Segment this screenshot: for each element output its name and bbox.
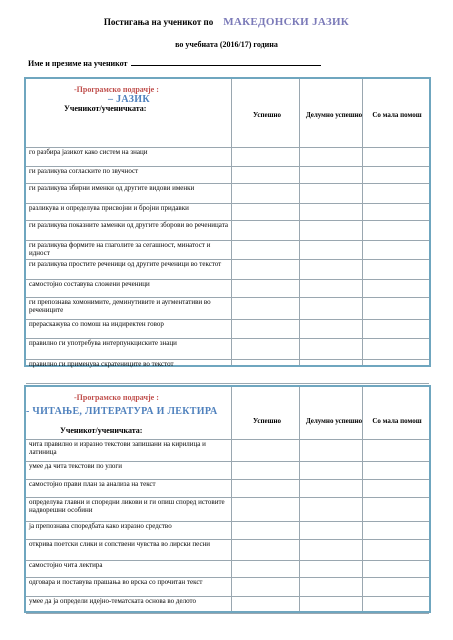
criterion-text: самостојно прави план за анализа на текст (29, 480, 156, 488)
column-success: Успешно (252, 417, 282, 425)
column-help: Со мала помош (372, 111, 422, 119)
cell-partial[interactable] (300, 204, 361, 219)
cell-success[interactable] (232, 480, 298, 496)
cell-partial[interactable] (300, 260, 361, 278)
cell-help[interactable] (363, 578, 429, 595)
criterion-text: ги разликува простите реченици од другите реченици во текстот (29, 260, 222, 268)
criterion-text: ги разликува согласките по звучност (29, 167, 139, 175)
row-divider (26, 383, 429, 384)
cell-help[interactable] (363, 597, 429, 612)
cell-success[interactable] (232, 320, 298, 337)
cell-help[interactable] (363, 260, 429, 278)
criterion-text: самостојно составува сложени реченици (29, 280, 150, 288)
cell-success[interactable] (232, 148, 298, 165)
cell-help[interactable] (363, 320, 429, 337)
cell-help[interactable] (363, 167, 429, 182)
cell-help[interactable] (363, 462, 429, 478)
cell-help[interactable] (363, 280, 429, 296)
cell-success[interactable] (232, 360, 298, 382)
cell-partial[interactable] (300, 540, 361, 559)
document-title (0, 16, 453, 28)
criterion-text: ги разликува показните заменки од другите зборови во реченицата (29, 221, 228, 229)
criterion-text: ги препознава хомонимите, деминутивите и аугментативи во реченицитe (29, 298, 211, 314)
cell-help[interactable] (363, 540, 429, 559)
cell-help[interactable] (363, 221, 429, 239)
school-year: во учебната (2016/17) година (175, 40, 278, 49)
cell-partial[interactable] (300, 597, 361, 612)
cell-partial[interactable] (300, 280, 361, 296)
area-name: - ЧИТАЊЕ, ЛИТЕРАТУРА И ЛЕКТИРА (26, 406, 218, 417)
criterion-text: ги разликува збирни именки од другите видови именки (29, 184, 195, 192)
cell-partial[interactable] (300, 480, 361, 496)
area-label: -Програмско подрачје : (74, 85, 159, 94)
cell-partial[interactable] (300, 578, 361, 595)
cell-partial[interactable] (300, 184, 361, 202)
criterion-text: определува главни и споредни ликови и ги опиш според истовите надворешни особини (29, 498, 225, 514)
cell-help[interactable] (363, 522, 429, 538)
cell-partial[interactable] (300, 298, 361, 318)
cell-help[interactable] (363, 480, 429, 496)
cell-success[interactable] (232, 339, 298, 358)
subject-name: МАКЕДОНСКИ ЈАЗИК (223, 16, 350, 28)
criterion-text: правилно ги применува скратениците во текстот (29, 360, 174, 368)
section-language-table (24, 77, 431, 367)
criterion-text: го разбира јазикот како систем на знаци (29, 148, 148, 156)
cell-success[interactable] (232, 462, 298, 478)
cell-success[interactable] (232, 578, 298, 595)
column-success: Успешно (252, 111, 282, 119)
students-label: Ученикот/ученичката: (64, 104, 147, 113)
cell-partial[interactable] (300, 221, 361, 239)
cell-success[interactable] (232, 280, 298, 296)
criterion-text: открива поетски слики и сопствени чувства во лирски песни (29, 540, 211, 548)
column-partial: Делумно успешно (305, 417, 363, 425)
cell-help[interactable] (363, 148, 429, 165)
section-header (26, 79, 429, 141)
row-divider (26, 613, 429, 614)
cell-help[interactable] (363, 298, 429, 318)
cell-success[interactable] (232, 540, 298, 559)
cell-partial[interactable] (300, 440, 361, 460)
criterion-text: прераскажува со помош на индиректен говор (29, 320, 164, 328)
cell-partial[interactable] (300, 320, 361, 337)
column-partial: Делумно успешно (305, 111, 363, 119)
criterion-text: умее да чита текстови по улоги (29, 462, 123, 470)
criterion-text: самостојно чита лектира (29, 561, 103, 569)
cell-success[interactable] (232, 241, 298, 258)
cell-partial[interactable] (300, 148, 361, 165)
criterion-text: ја препознава споредбата како изразно средство (29, 522, 172, 530)
cell-partial[interactable] (300, 462, 361, 478)
cell-help[interactable] (363, 184, 429, 202)
cell-success[interactable] (232, 204, 298, 219)
cell-success[interactable] (232, 298, 298, 318)
title-prefix: Постигања на ученикот по (103, 17, 214, 27)
cell-help[interactable] (363, 440, 429, 460)
students-label: Ученикот/ученичката: (60, 426, 143, 435)
cell-success[interactable] (232, 440, 298, 460)
cell-success[interactable] (232, 522, 298, 538)
cell-success[interactable] (232, 597, 298, 612)
student-name-line (28, 57, 321, 68)
cell-success[interactable] (232, 498, 298, 520)
cell-partial[interactable] (300, 561, 361, 576)
cell-partial[interactable] (300, 360, 361, 382)
cell-help[interactable] (363, 204, 429, 219)
student-name-field[interactable] (131, 57, 321, 66)
cell-partial[interactable] (300, 241, 361, 258)
cell-partial[interactable] (300, 498, 361, 520)
cell-partial[interactable] (300, 522, 361, 538)
criterion-text: умее да ја определи идејно-тематската основа во делото (29, 597, 196, 605)
cell-success[interactable] (232, 260, 298, 278)
criterion-text: чита правилно и изразно текстови запишани на кирилица и латиница (29, 440, 206, 456)
area-label: -Програмско подрачје : (74, 393, 159, 402)
criterion-text: правилно ги употребува интерпункциските знаци (29, 339, 177, 347)
area-name: – ЈАЗИК (108, 94, 150, 105)
cell-help[interactable] (363, 241, 429, 258)
cell-success[interactable] (232, 167, 298, 182)
student-name-label: Име и презиме на ученикот (28, 59, 128, 68)
cell-help[interactable] (363, 561, 429, 576)
criterion-text: одговара и поставува прашања во врска со прочитан текст (29, 578, 203, 586)
cell-success[interactable] (232, 184, 298, 202)
cell-success[interactable] (232, 221, 298, 239)
criterion-text: ги разликува формите на глаголите за сегашност, минатост и идност (29, 241, 211, 257)
cell-help[interactable] (363, 339, 429, 358)
column-help: Со мала помош (372, 417, 422, 425)
cell-partial[interactable] (300, 339, 361, 358)
cell-success[interactable] (232, 561, 298, 576)
cell-partial[interactable] (300, 167, 361, 182)
section-reading-table (24, 385, 431, 613)
cell-help[interactable] (363, 498, 429, 520)
criterion-text: разликува и определува присвојни и бројни придавки (29, 204, 189, 212)
cell-help[interactable] (363, 360, 429, 382)
